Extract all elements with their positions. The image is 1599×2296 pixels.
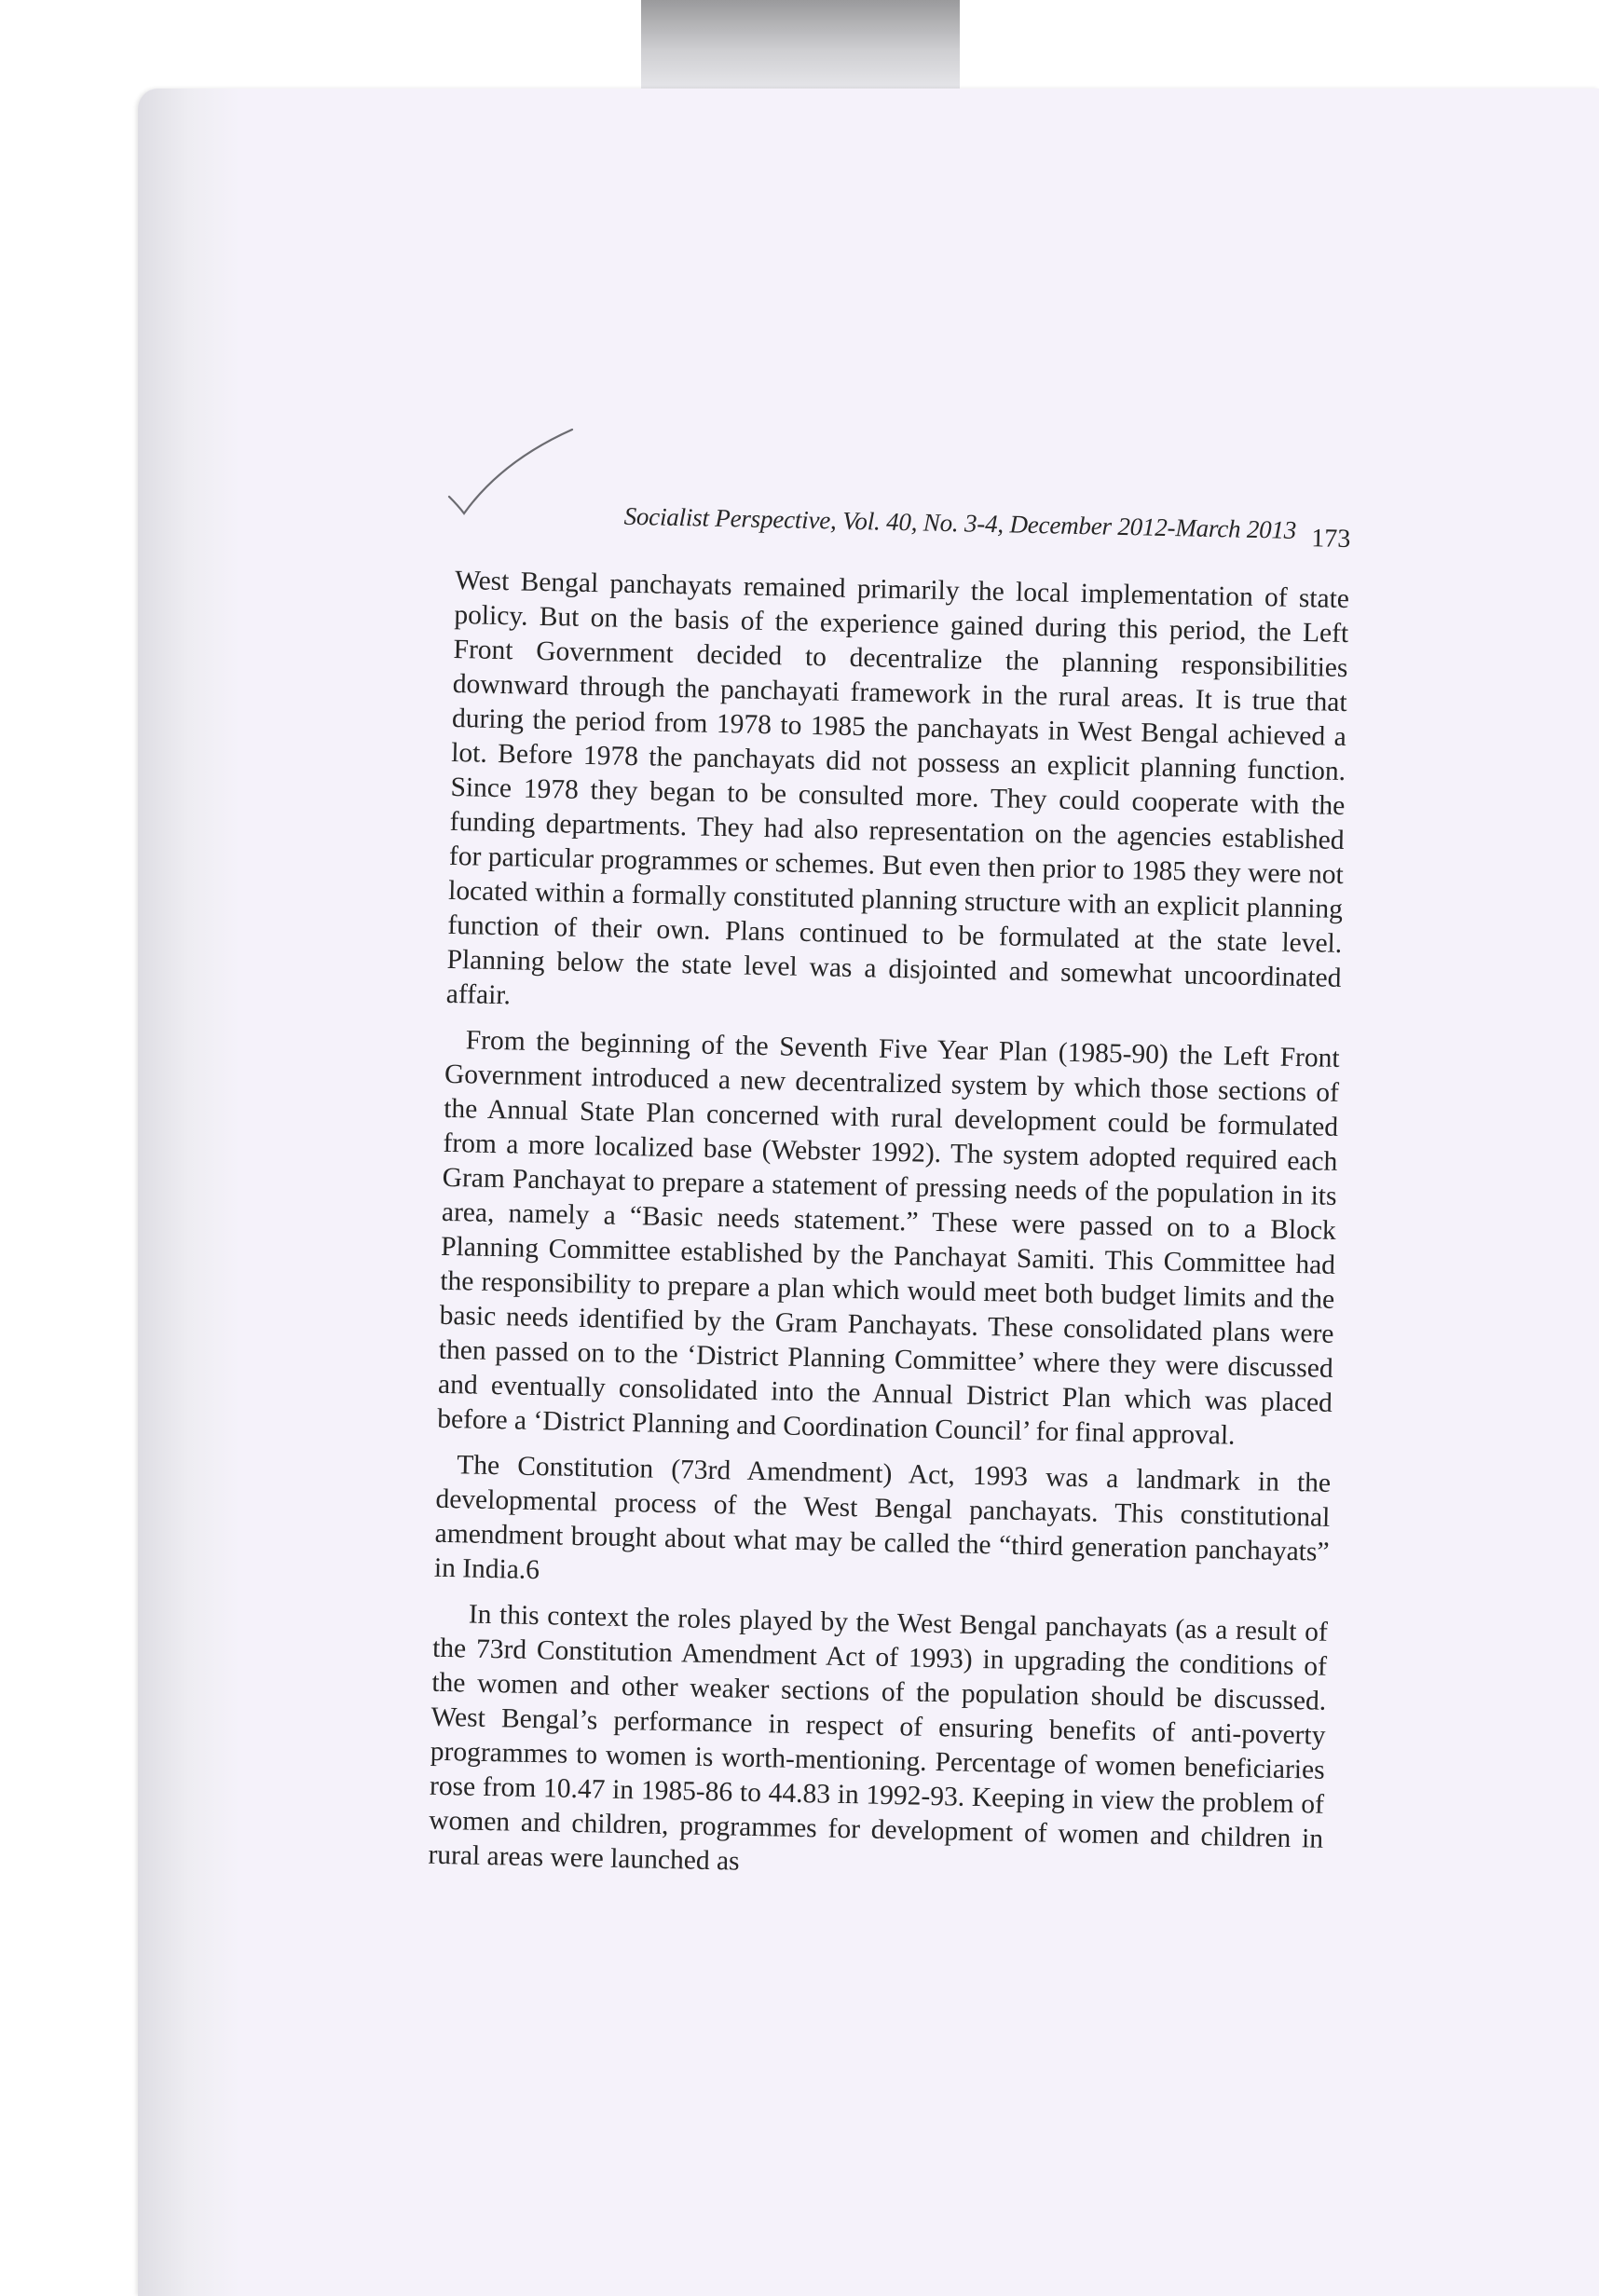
paragraph-3: The Constitution (73rd Amendment) Act, 1993 was a landmark in the developmental process of the West Bengal panchayats. This constitutional amendment brought about what may be called the “third generation panchayats” in India.6 [433, 1450, 1332, 1586]
page-fold-shadow [138, 89, 240, 2296]
paragraph-1: West Bengal panchayats remained primarily the local implementation of state policy. But on the basis of the experience gained during this period, the Left Front Government decided to decentralize the planning responsibilities downward through the panchayati framework in the rural areas. It is true that during the period from 1978 to 1985 the panchayats in West Bengal achieved a lot. Before 1978 the panchayats did not possess an explicit planning function. Since 1978 they began to be consulted more. They could cooperate with the funding departments. They had also representation on the agencies established for particular programmes or schemes. But even then prior to 1985 they were not located within a formally constituted planning structure with an explicit planning function of their own. Plans continued to be formulated at the state level. Planning below the state level was a disjointed and somewhat uncoordinated affair. [445, 565, 1350, 1011]
body-text [428, 564, 1349, 1892]
article [428, 499, 1351, 1903]
scanner-clip [641, 0, 960, 93]
paragraph-4: In this context the roles played by the West Bengal panchayats (as a result of the 73rd Constitution Amendment Act of 1993) in upgrading the conditions of the women and other weaker sections of the population should be discussed. West Bengal’s performance in respect of ensuring benefits of anti-poverty programmes to women is worth-mentioning. Percentage of women beneficiaries rose from 10.47 in 1985-86 to 44.83 in 1992-93. Keeping in view the problem of women and children, programmes for development of women and children in rural areas were launched as [428, 1599, 1329, 1877]
page-number: 173 [1310, 524, 1351, 554]
journal-citation: Socialist Perspective, Vol. 40, No. 3-4, December 2012-March 2013 [623, 501, 1297, 544]
paragraph-2: From the beginning of the Seventh Five Year Plan (1985-90) the Left Front Government introduced a new decentralized system by which those sections of the Annual State Plan concerned with rural development could be formulated from a more localized base (Webster 1992). The system adopted required each Gram Panchayat to prepare a statement of pressing needs of the population in its area, namely a “Basic needs statement.” These were passed on to a Block Planning Committee established by the Panchayat Samiti. This Committee had the responsibility to prepare a plan which would meet both budget limits and the basic needs identified by the Gram Panchayats. These consolidated plans were then passed on to the ‘District Planning Committee’ where they were discussed and eventually consolidated into the Annual District Plan which was placed before a ‘District Planning and Coordination Council’ for final approval. [436, 1025, 1340, 1451]
